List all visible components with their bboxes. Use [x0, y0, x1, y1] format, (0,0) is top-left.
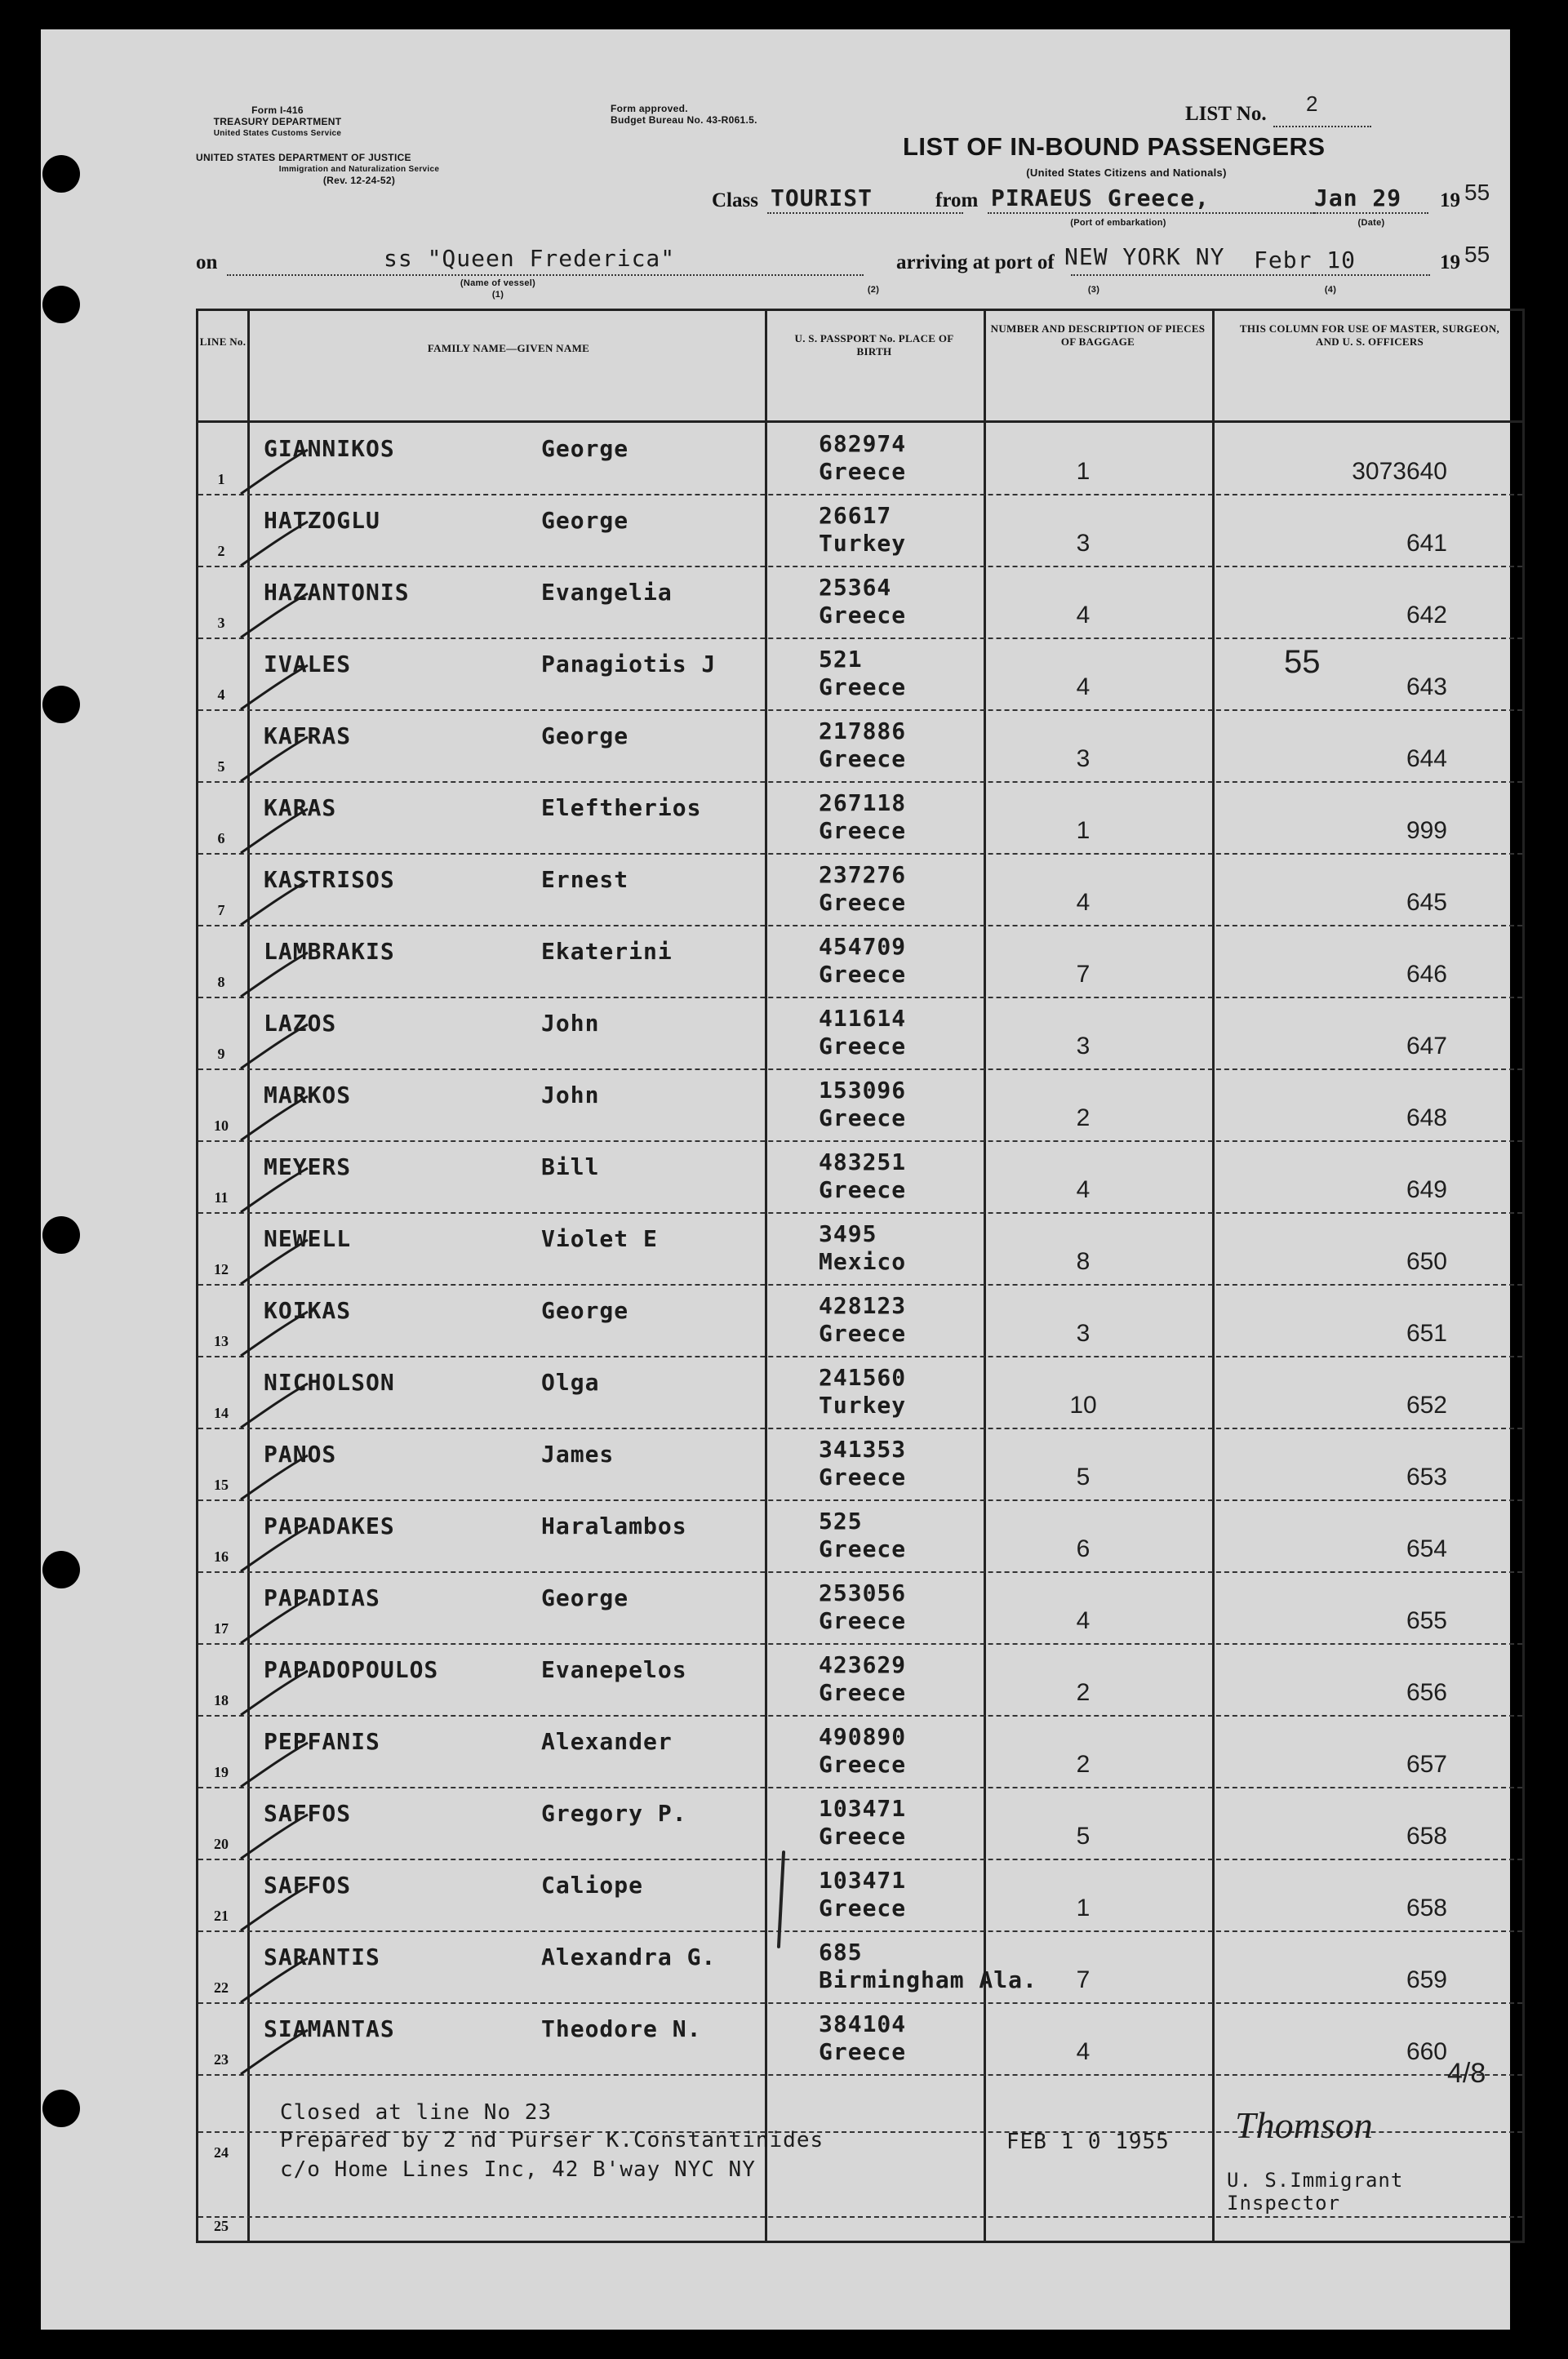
passport-number: 217886: [819, 717, 907, 744]
line-number: 6: [217, 830, 225, 846]
family-name: NICHOLSON: [264, 1369, 395, 1396]
col2-caption: (2): [867, 285, 880, 295]
given-name: Gregory P.: [541, 1800, 687, 1827]
place-of-birth: Turkey: [819, 530, 907, 557]
officer-number: 651: [1406, 1320, 1447, 1347]
family-name: MEYERS: [264, 1153, 352, 1180]
date-value: Jan 29: [1314, 184, 1402, 211]
line-number: 3: [217, 615, 225, 631]
family-name: HAZANTONIS: [264, 579, 410, 606]
class-label: Class: [712, 189, 758, 211]
line-number: 14: [214, 1405, 229, 1421]
place-of-birth: Greece: [819, 458, 907, 485]
table-row: [198, 1715, 1522, 1787]
passport-birthplace: [819, 502, 906, 558]
baggage-count: 2: [1076, 1679, 1090, 1706]
given-name: George: [541, 507, 629, 534]
arriving-label: arriving at port of: [896, 251, 1055, 273]
from-label: from: [935, 189, 979, 211]
baggage-count: 5: [1076, 1823, 1090, 1850]
form-number: Form I-416: [251, 104, 304, 116]
line-number: 5: [217, 758, 225, 775]
baggage-count: 4: [1076, 1176, 1090, 1203]
baggage-count: 6: [1076, 1535, 1090, 1562]
place-of-birth: Greece: [819, 1033, 907, 1060]
family-name: SAFFOS: [264, 1872, 352, 1899]
passport-birthplace: [819, 1077, 906, 1132]
officer-number: 658: [1406, 1823, 1447, 1850]
place-of-birth: Greece: [819, 1751, 907, 1778]
officer-number: 657: [1406, 1751, 1447, 1778]
treasury-dept: TREASURY DEPARTMENT: [213, 116, 342, 127]
place-of-birth: Greece: [819, 1607, 907, 1634]
table-row: [198, 1499, 1522, 1571]
family-name: GIANNIKOS: [264, 435, 395, 462]
line-number: 12: [214, 1261, 229, 1277]
passport-birthplace: [819, 1148, 906, 1204]
arrival-year-prefix: 19: [1440, 251, 1460, 273]
officer-number: 644: [1406, 745, 1447, 772]
company-address: c/o Home Lines Inc, 42 B'way NYC NY: [280, 2157, 756, 2182]
list-no-value: 2: [1306, 91, 1318, 116]
family-name: KARAS: [264, 794, 337, 821]
given-name: Eleftherios: [541, 794, 702, 821]
table-row: [198, 1643, 1522, 1715]
table-row: [198, 1284, 1522, 1356]
punch-hole: [42, 155, 80, 193]
officer-number: 648: [1406, 1104, 1447, 1131]
passport-birthplace: [819, 646, 906, 701]
line-number: 18: [214, 1692, 229, 1708]
page-title: LIST OF IN-BOUND PASSENGERS: [903, 132, 1326, 161]
passport-birthplace: [819, 1651, 906, 1707]
passport-number: 341353: [819, 1436, 907, 1463]
baggage-count: 3: [1076, 1320, 1090, 1347]
passport-number: 682974: [819, 430, 907, 457]
margin-note: 55: [1284, 644, 1321, 680]
given-name: Ernest: [541, 866, 629, 893]
baggage-count: 3: [1076, 745, 1090, 772]
given-name: George: [541, 722, 629, 749]
officer-number: 645: [1406, 889, 1447, 916]
line-number: 21: [214, 1908, 229, 1924]
punch-hole: [42, 1216, 80, 1254]
arrival-date: Febr 10: [1254, 247, 1357, 273]
punch-hole: [42, 2090, 80, 2127]
baggage-count: 7: [1076, 1966, 1090, 1993]
passport-birthplace: [819, 1220, 906, 1276]
baggage-count: 3: [1076, 530, 1090, 557]
given-name: Haralambos: [541, 1513, 687, 1539]
family-name: NEWELL: [264, 1225, 352, 1252]
place-of-birth: Greece: [819, 2038, 907, 2065]
place-of-birth: Turkey: [819, 1392, 907, 1419]
given-name: George: [541, 435, 629, 462]
table-row: [198, 997, 1522, 1068]
baggage-count: 2: [1076, 1751, 1090, 1778]
given-name: Violet E: [541, 1225, 658, 1252]
line-number: 8: [217, 974, 225, 990]
vessel-name: ss "Queen Frederica": [384, 245, 676, 272]
place-of-birth: Mexico: [819, 1248, 907, 1275]
family-name: PEPFANIS: [264, 1728, 380, 1755]
table-row: [198, 494, 1522, 566]
line-number: 23: [214, 2051, 229, 2068]
header-baggage: NUMBER AND DESCRIPTION OF PIECES OF BAGGAGE: [990, 322, 1206, 348]
family-name: HATZOGLU: [264, 507, 380, 534]
header-line-no: LINE No.: [199, 335, 247, 348]
class-value: TOURIST: [771, 184, 873, 211]
justice-dept: UNITED STATES DEPARTMENT OF JUSTICE: [196, 152, 411, 163]
officer-number: 659: [1406, 1966, 1447, 1993]
passport-birthplace: [819, 1292, 906, 1348]
passport-number: 411614: [819, 1005, 907, 1032]
officer-number: 658: [1406, 1895, 1447, 1921]
prepared-by: Prepared by 2 nd Purser K.Constantinides: [280, 2128, 824, 2152]
family-name: LAZOS: [264, 1010, 337, 1037]
baggage-count: 4: [1076, 673, 1090, 700]
passport-number: 521: [819, 646, 863, 673]
col3-caption: (3): [1087, 285, 1100, 295]
passport-number: 525: [819, 1508, 863, 1535]
table-row: [198, 1930, 1522, 2002]
place-of-birth: Greece: [819, 1320, 907, 1347]
baggage-count: 2: [1076, 1104, 1090, 1131]
place-of-birth: Greece: [819, 1104, 907, 1131]
place-of-birth: Greece: [819, 1823, 907, 1850]
officer-number: 654: [1406, 1535, 1447, 1562]
given-name: Alexander: [541, 1728, 673, 1755]
passport-number: 153096: [819, 1077, 907, 1104]
line-number: 17: [214, 1620, 229, 1637]
passport-number: 428123: [819, 1292, 907, 1319]
header-officers: THIS COLUMN FOR USE OF MASTER, SURGEON, AND U. S. OFFICERS: [1239, 322, 1500, 348]
inspector-signature: Thomson: [1235, 2104, 1373, 2146]
baggage-count: 4: [1076, 889, 1090, 916]
passport-number: 103471: [819, 1867, 907, 1894]
officer-number: 3073640: [1352, 458, 1447, 485]
place-of-birth: Greece: [819, 673, 907, 700]
officer-number: 647: [1406, 1033, 1447, 1060]
table-row: [198, 853, 1522, 925]
given-name: James: [541, 1441, 615, 1468]
table-row: [198, 1571, 1522, 1643]
col4-caption: (4): [1324, 285, 1337, 295]
given-name: Alexandra G.: [541, 1944, 717, 1970]
passport-birthplace: [819, 789, 906, 845]
line-number: 22: [214, 1979, 229, 1996]
place-of-birth: Greece: [819, 1535, 907, 1562]
passport-birthplace: [819, 861, 906, 917]
inspector-title: U. S.Immigrant Inspector: [1227, 2169, 1404, 2215]
passport-birthplace: [819, 1795, 906, 1850]
family-name: KAFRAS: [264, 722, 352, 749]
header-name: FAMILY NAME—GIVEN NAME: [427, 342, 590, 354]
closed-note: Closed at line No 23: [280, 2100, 553, 2125]
form-approved: Form approved.: [611, 103, 688, 114]
passport-birthplace: [819, 933, 906, 988]
family-name: SAFFOS: [264, 1800, 352, 1827]
passport-number: 490890: [819, 1723, 907, 1750]
passport-number: 3495: [819, 1220, 877, 1247]
revision: (Rev. 12-24-52): [322, 175, 396, 186]
passport-number: 384104: [819, 2010, 907, 2037]
on-label: on: [196, 251, 218, 273]
baggage-count: 1: [1076, 817, 1090, 844]
col1-caption: (1): [491, 290, 504, 300]
table-row: [198, 422, 1522, 494]
line-number: 7: [217, 902, 225, 918]
passport-number: 483251: [819, 1148, 907, 1175]
family-name: KOIKAS: [264, 1297, 352, 1324]
place-of-birth: Greece: [819, 817, 907, 844]
header-passport: U. S. PASSPORT No. PLACE OF BIRTH: [794, 332, 954, 358]
line-number: 19: [214, 1764, 229, 1780]
list-no-label: LIST No.: [1185, 103, 1267, 125]
given-name: John: [541, 1082, 600, 1108]
passport-number: 267118: [819, 789, 907, 816]
officer-number: 650: [1406, 1248, 1447, 1275]
date-stamp: FEB 1 0 1955: [1006, 2130, 1170, 2154]
passport-birthplace: [819, 1508, 906, 1563]
officer-number: 643: [1406, 673, 1447, 700]
officer-number: 641: [1406, 530, 1447, 557]
line-number: 13: [214, 1333, 229, 1349]
year-value: 55: [1464, 180, 1490, 205]
passport-number: 423629: [819, 1651, 907, 1678]
baggage-count: 3: [1076, 1033, 1090, 1060]
table-row: [198, 638, 1522, 709]
passport-birthplace: [819, 1364, 906, 1419]
officer-number: 999: [1406, 817, 1447, 844]
year-prefix: 19: [1440, 189, 1460, 211]
family-name: IVALES: [264, 651, 352, 677]
family-name: PANOS: [264, 1441, 337, 1468]
passport-birthplace: [819, 1436, 906, 1491]
given-name: Evangelia: [541, 579, 673, 606]
line-number: 11: [214, 1189, 229, 1206]
table-row: [198, 781, 1522, 853]
passport-number: 103471: [819, 1795, 907, 1822]
table-row: [198, 1068, 1522, 1140]
arrival-year: 55: [1464, 242, 1490, 267]
line-25-number: 25: [214, 2218, 229, 2234]
family-name: MARKOS: [264, 1082, 352, 1108]
vessel-caption: (Name of vessel): [460, 278, 536, 288]
officer-number: 655: [1406, 1607, 1447, 1634]
customs-service: United States Customs Service: [213, 129, 342, 138]
passport-birthplace: [819, 1723, 906, 1779]
line-number: 1: [217, 471, 225, 487]
table-row: [198, 1428, 1522, 1499]
given-name: Panagiotis J: [541, 651, 717, 677]
table-row: [198, 1859, 1522, 1930]
given-name: Olga: [541, 1369, 600, 1396]
passenger-table: [196, 309, 1525, 2243]
officer-number: 656: [1406, 1679, 1447, 1706]
family-name: KASTRISOS: [264, 866, 395, 893]
place-of-birth: Greece: [819, 1679, 907, 1706]
family-name: LAMBRAKIS: [264, 938, 395, 965]
family-name: PAPADOPOULOS: [264, 1656, 439, 1683]
baggage-count: 4: [1076, 1607, 1090, 1634]
table-row: [198, 2002, 1522, 2074]
passport-birthplace: [819, 1939, 1037, 1994]
punch-hole: [42, 1551, 80, 1588]
given-name: George: [541, 1297, 629, 1324]
line-number: 20: [214, 1836, 229, 1852]
passport-number: 26617: [819, 502, 892, 529]
passport-number: 237276: [819, 861, 907, 888]
arriving-port: NEW YORK NY: [1064, 243, 1225, 270]
line-number: 4: [217, 686, 225, 703]
place-of-birth: Greece: [819, 1895, 907, 1921]
baggage-count: 1: [1076, 458, 1090, 485]
line-number: 10: [214, 1117, 229, 1134]
passport-birthplace: [819, 1867, 906, 1922]
baggage-count: 5: [1076, 1464, 1090, 1490]
place-of-birth: Greece: [819, 889, 907, 916]
given-name: Ekaterini: [541, 938, 673, 965]
baggage-count: 8: [1076, 1248, 1090, 1275]
handwritten-initials: 4/8: [1447, 2058, 1486, 2089]
budget-bureau: Budget Bureau No. 43-R061.5.: [611, 114, 757, 126]
given-name: Caliope: [541, 1872, 644, 1899]
place-of-birth: Greece: [819, 745, 907, 772]
table-row: [198, 709, 1522, 781]
passport-number: 253056: [819, 1579, 907, 1606]
family-name: SARANTIS: [264, 1944, 380, 1970]
given-name: John: [541, 1010, 600, 1037]
from-caption: (Port of embarkation): [1070, 218, 1166, 228]
from-value: PIRAEUS Greece,: [991, 184, 1210, 211]
baggage-count: 10: [1069, 1392, 1097, 1419]
table-row: [198, 566, 1522, 638]
line-number: 9: [217, 1046, 225, 1062]
line-number: 15: [214, 1477, 229, 1493]
family-name: SIAMANTAS: [264, 2015, 395, 2042]
given-name: Theodore N.: [541, 2015, 702, 2042]
given-name: George: [541, 1584, 629, 1611]
officer-number: 649: [1406, 1176, 1447, 1203]
table-row: [198, 1212, 1522, 1284]
ins-service: Immigration and Naturalization Service: [278, 165, 440, 174]
baggage-count: 7: [1076, 961, 1090, 988]
given-name: Bill: [541, 1153, 600, 1180]
table-row: [198, 1140, 1522, 1212]
place-of-birth: Greece: [819, 1464, 907, 1490]
page-subtitle: (United States Citizens and Nationals): [1026, 167, 1227, 179]
officer-number: 642: [1406, 602, 1447, 629]
date-caption: (Date): [1357, 218, 1385, 228]
given-name: Evanepelos: [541, 1656, 687, 1683]
punch-hole: [42, 686, 80, 723]
place-of-birth: Greece: [819, 602, 907, 629]
place-of-birth: Greece: [819, 1176, 907, 1203]
passport-birthplace: [819, 1005, 906, 1060]
passport-number: 454709: [819, 933, 907, 960]
passport-birthplace: [819, 1579, 906, 1635]
table-row: [198, 1356, 1522, 1428]
family-name: PAPADAKES: [264, 1513, 395, 1539]
place-of-birth: Greece: [819, 961, 907, 988]
passport-number: 25364: [819, 574, 892, 601]
passport-birthplace: [819, 2010, 906, 2066]
punch-hole: [42, 286, 80, 323]
passport-birthplace: [819, 430, 906, 486]
officer-number: 646: [1406, 961, 1447, 988]
manifest-page: [41, 29, 1510, 2330]
place-of-birth: Birmingham Ala.: [819, 1966, 1037, 1993]
baggage-count: 4: [1076, 2038, 1090, 2065]
line-number: 2: [217, 543, 225, 559]
line-24-number: 24: [214, 2144, 229, 2161]
line-number: 16: [214, 1548, 229, 1565]
officer-number: 652: [1406, 1392, 1447, 1419]
baggage-count: 4: [1076, 602, 1090, 629]
passport-birthplace: [819, 574, 906, 629]
passport-birthplace: [819, 717, 906, 773]
table-row: [198, 1787, 1522, 1859]
table-row: [198, 925, 1522, 997]
baggage-count: 1: [1076, 1895, 1090, 1921]
family-name: PAPADIAS: [264, 1584, 380, 1611]
passport-number: 241560: [819, 1364, 907, 1391]
officer-number: 660: [1406, 2038, 1447, 2065]
passport-number: 685: [819, 1939, 863, 1966]
officer-number: 653: [1406, 1464, 1447, 1490]
